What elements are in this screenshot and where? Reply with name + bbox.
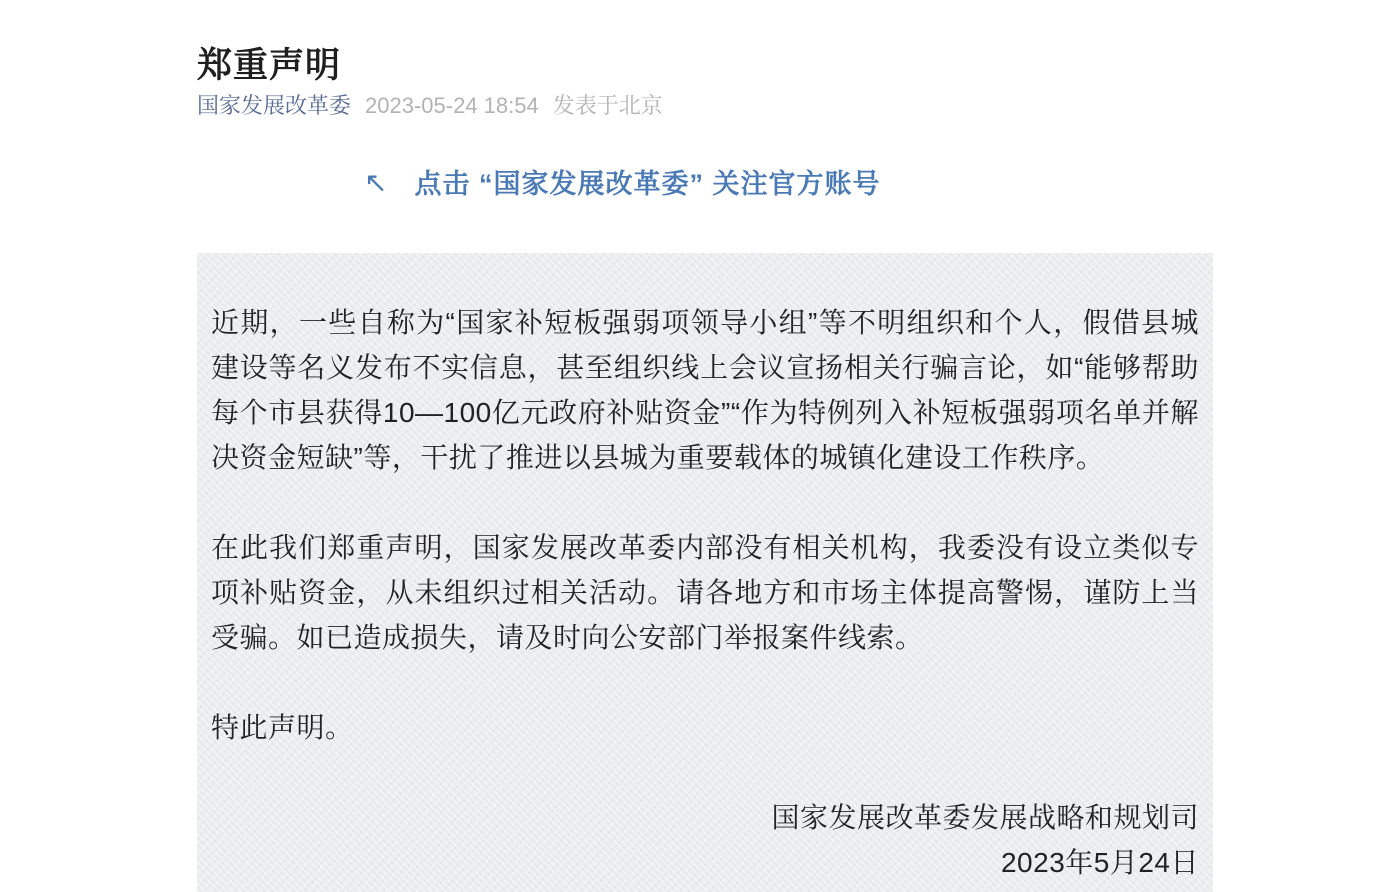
statement-paragraph: 特此声明。 xyxy=(211,712,354,743)
signature-date: 2023年5月24日 xyxy=(1000,847,1199,878)
signature-block xyxy=(211,795,1199,885)
publish-timestamp: 2023-05-24 18:54 xyxy=(365,93,539,118)
page-title: 郑重声明 xyxy=(197,46,342,86)
follow-banner-label: 点击 “国家发展改革委” 关注官方账号 xyxy=(414,169,881,199)
follow-account-banner[interactable] xyxy=(364,167,880,201)
account-name-link[interactable]: 国家发展改革委 xyxy=(197,93,352,118)
statement-paragraph: 近期，一些自称为“国家补短板强弱项领导小组”等不明组织和个人，假借县城建设等名义发布不实信息，甚至组织线上会议宣扬相关行骗言论，如“能够帮助每个市县获得10—100亿元政府补贴资金”“作为特例列入补短板强弱项名单并解决资金短缺”等，干扰了推进以县城为重要载体的城镇化建设工作秩序。 xyxy=(211,307,1199,473)
arrow-up-left-icon: ↖ xyxy=(364,167,389,198)
publish-location: 发表于北京 xyxy=(552,93,663,118)
statement-paragraph: 在此我们郑重声明，国家发展改革委内部没有相关机构，我委没有设立类似专项补贴资金，从未组织过相关活动。请各地方和市场主体提高警惕，谨防上当受骗。如已造成损失，请及时向公安部门举报案件线索。 xyxy=(211,532,1199,653)
statement-card xyxy=(197,253,1213,892)
signature-department: 国家发展改革委发展战略和规划司 xyxy=(771,802,1199,833)
article-meta xyxy=(197,92,663,120)
